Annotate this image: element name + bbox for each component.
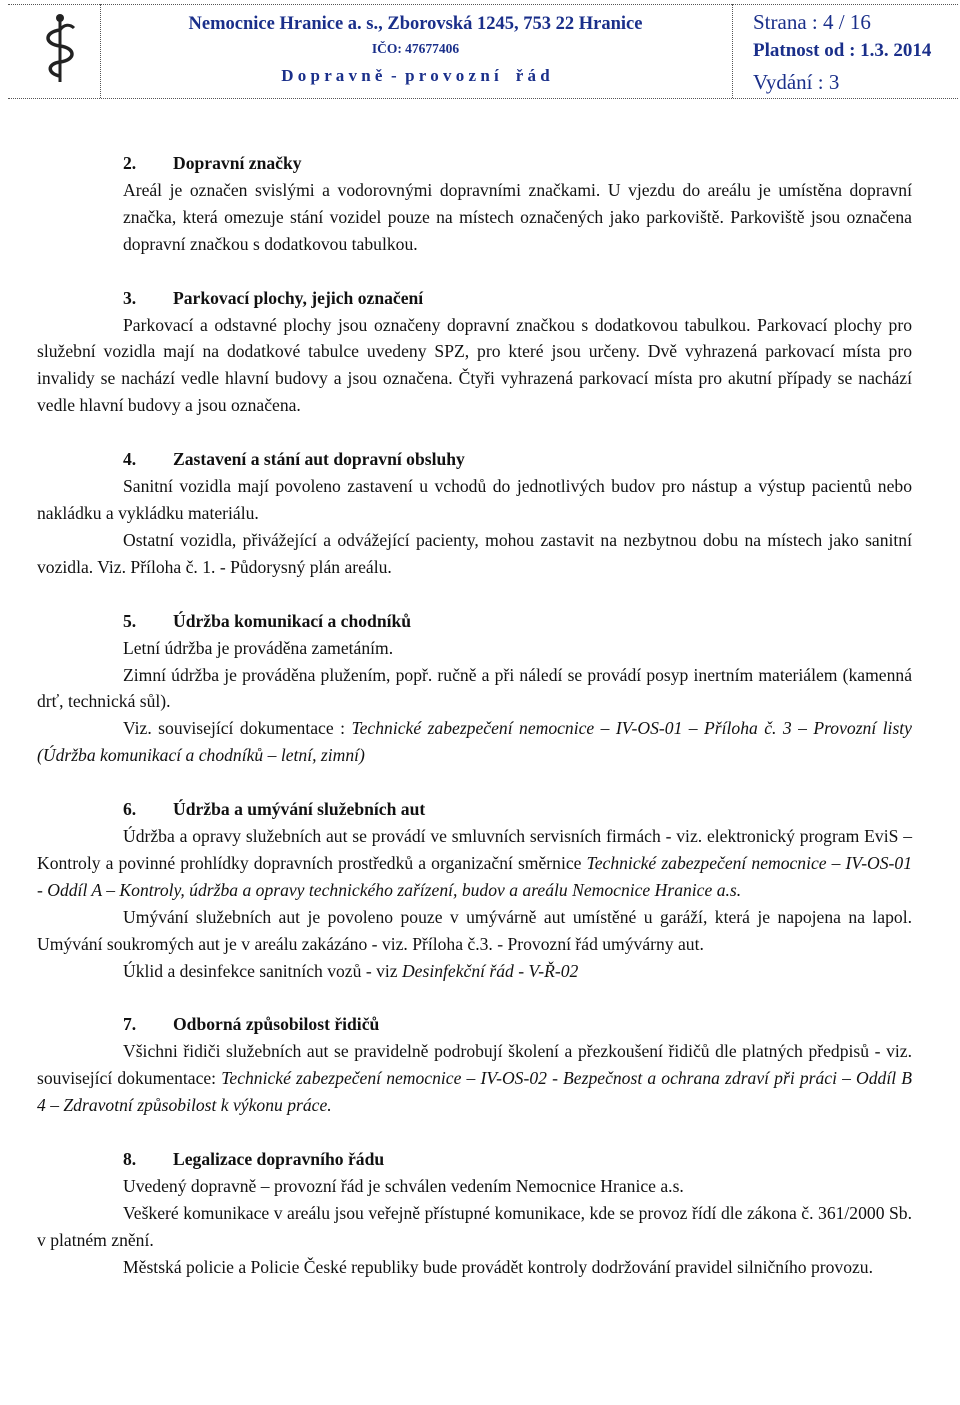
- paragraph: [37, 662, 912, 716]
- section: [37, 796, 912, 984]
- document-header: [8, 0, 958, 100]
- header-document-name: D o p r a v n ě - p r o v o z n í ř á d: [281, 66, 550, 85]
- paragraph-text: Všichni řidiči služebních aut se pravidelně podrobují školení a přezkoušení řidičů dle platných předpisů - viz. související dokumentace:: [37, 1041, 912, 1089]
- section: [37, 608, 912, 769]
- section-title: Legalizace dopravního řádu: [173, 1149, 385, 1170]
- paragraph: [37, 1038, 912, 1119]
- paragraph-reference: Technické zabezpečení nemocnice – IV-OS-02 - Bezpečnost a ochrana zdraví při práci – Oddíl B 4 – Zdravotní způsobilost k výkonu práce.: [37, 1068, 913, 1116]
- paragraph-reference: Technické zabezpečení nemocnice – IV-OS-01 - Oddíl A – Kontroly, údržba a opravy technického zařízení, budov a areálu Nemocnice Hranice a.s.: [37, 852, 913, 900]
- paragraph: [37, 1254, 912, 1281]
- section-title: Parkovací plochy, jejich označení: [173, 287, 424, 308]
- section: [37, 150, 912, 258]
- section-heading: [37, 1011, 912, 1038]
- header-divider: [732, 4, 733, 98]
- paragraph-text: Viz. související dokumentace :: [123, 718, 352, 739]
- paragraph-text: Parkovací a odstavné plochy jsou označeny dopravní značkou s dodatkovou tabulkou. Parkovací plochy pro služební vozidla mají na dodatkové tabulce uvedeny SPZ, pro které jsou určeny. Dvě vyhrazená parkovací místa pro invalidy se nachází vedle hlavní budovy a jsou označena. Čtyři vyhrazená parkovací místa pro akutní případy se nachází vedle hlavní budovy a jsou označena.: [37, 314, 912, 416]
- section-number: 2.: [123, 153, 137, 173]
- document-body: [37, 150, 912, 1281]
- paragraph: [37, 715, 912, 769]
- header-top-rule: [8, 4, 958, 5]
- paragraph: [37, 177, 912, 258]
- paragraph: [37, 635, 912, 662]
- paragraph-text: Městská policie a Policie České republiky bude provádět kontroly dodržování pravidel silničního provozu.: [123, 1256, 874, 1277]
- header-page-number: Strana : 4 / 16: [753, 10, 871, 34]
- paragraph: [37, 823, 912, 904]
- paragraph-text: Zimní údržba je prováděna plužením, popř. ručně a při náledí se provádí posyp inertním materiálem (kamenná drť, technická sůl).: [37, 664, 912, 712]
- section: [37, 1011, 912, 1119]
- paragraph: [37, 312, 912, 420]
- paragraph: [37, 958, 912, 985]
- section-number: 6.: [123, 799, 137, 820]
- paragraph-text: Umývání služebních aut je povoleno pouze v umývárně aut umístěné u garáží, která je napojena na lapol. Umývání soukromých aut je v areálu zakázáno - viz. Příloha č.3. - Provozní řád umývárny aut.: [37, 906, 912, 954]
- section-heading: [37, 1146, 912, 1173]
- paragraph: [37, 527, 912, 581]
- section-number: 4.: [123, 449, 137, 470]
- header-divider: [100, 4, 101, 98]
- section-heading: [37, 608, 912, 635]
- paragraph-reference: Technické zabezpečení nemocnice – IV-OS-01 – Příloha č. 3 – Provozní listy (Údržba komunikací a chodníků – letní, zimní): [37, 718, 912, 766]
- paragraph-text: Uvedený dopravně – provozní řád je schválen vedením Nemocnice Hranice a.s.: [123, 1176, 684, 1196]
- section-number: 7.: [123, 1014, 137, 1035]
- paragraph: [37, 904, 912, 958]
- header-edition: Vydání : 3: [753, 70, 840, 94]
- paragraph-text: Úklid a desinfekce sanitních vozů - viz: [123, 960, 402, 981]
- header-validity: Platnost od : 1.3. 2014: [753, 40, 932, 61]
- section-number: 3.: [123, 287, 137, 308]
- section-heading: [37, 446, 912, 473]
- section: [37, 446, 912, 581]
- header-bottom-rule: [8, 98, 958, 99]
- header-ico: IČO: 47677406: [371, 41, 460, 56]
- section-title: Údržba a umývání služebních aut: [173, 799, 426, 820]
- paragraph: [37, 473, 912, 527]
- paragraph-text: Letní údržba je prováděna zametáním.: [123, 637, 394, 658]
- section-number: 8.: [123, 1149, 137, 1170]
- paragraph: [37, 1200, 912, 1254]
- paragraph-text: Areál je označen svislými a vodorovnými dopravními značkami. U vjezdu do areálu je umístěna dopravní značka, která omezuje stání vozidel pouze na místech označených jako parkoviště. Parkoviště jsou označena dopravní značkou s dodatkovou tabulkou.: [123, 179, 912, 254]
- paragraph: [37, 1173, 912, 1200]
- section-title: Odborná způsobilost řidičů: [173, 1014, 380, 1035]
- section-heading: [37, 796, 912, 823]
- paragraph-reference: Desinfekční řád - V-Ř-02: [401, 960, 579, 981]
- paragraph-text: Veškeré komunikace v areálu jsou veřejně přístupné komunikace, kde se provoz řídí dle zákona č. 361/2000 Sb. v platném znění.: [37, 1202, 912, 1250]
- section-heading: [37, 150, 912, 177]
- paragraph-text: Údržba a opravy služebních aut se provádí ve smluvních servisních firmách - viz. elektronický program EviS – Kontroly a povinné prohlídky dopravních prostředků a organizační směrnice: [37, 826, 912, 873]
- hospital-logo-icon: [30, 10, 90, 90]
- paragraph-text: Sanitní vozidla mají povoleno zastavení u vchodů do jednotlivých budov pro nástup a výstup pacientů nebo nakládku a vykládku materiálu.: [37, 476, 912, 523]
- section-title: Údržba komunikací a chodníků: [173, 610, 412, 631]
- section-number: 5.: [123, 610, 137, 631]
- section-title: Dopravní značky: [173, 153, 302, 173]
- paragraph-text: Ostatní vozidla, přivážející a odvážející pacienty, mohou zastavit na nezbytnou dobu na místech jako sanitní vozidla. Viz. Příloha č. 1. - Půdorysný plán areálu.: [37, 529, 912, 577]
- section-title: Zastavení a stání aut dopravní obsluhy: [173, 449, 465, 470]
- section-heading: [37, 285, 912, 312]
- section: [37, 285, 912, 420]
- header-organization: Nemocnice Hranice a. s., Zborovská 1245, 753 22 Hranice: [188, 14, 643, 34]
- section: [37, 1146, 912, 1281]
